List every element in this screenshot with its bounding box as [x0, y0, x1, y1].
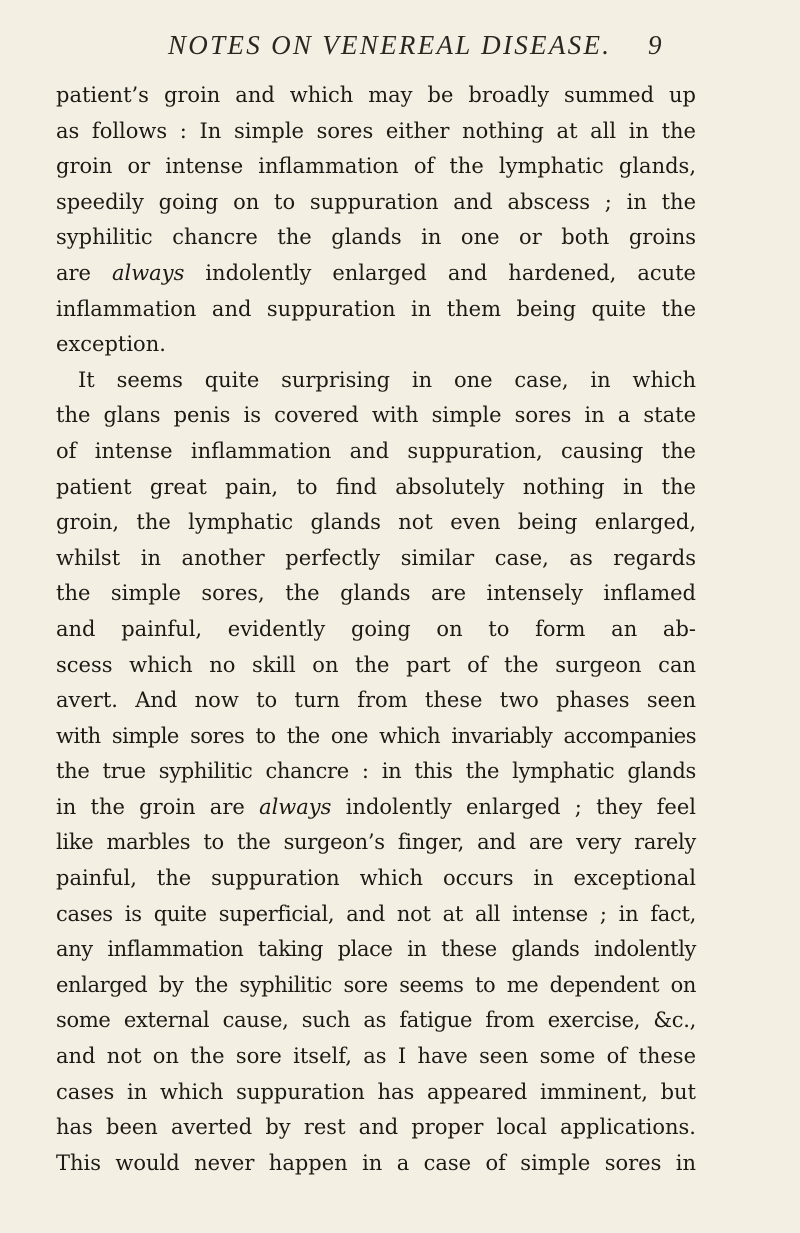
text-line: This would never happen in a case of simple sores in: [56, 1150, 696, 1175]
text-line: exception.: [56, 332, 166, 357]
text-line: patient’s groin and which may be broadly summed up: [56, 83, 696, 107]
emphasis-always: always: [111, 260, 185, 285]
text-line: scess which no skill on the part of the surgeon can: [56, 652, 696, 677]
text-line: the true syphilitic chancre : in this the lymphatic glands: [56, 759, 696, 784]
text-line: enlarged by the syphilitic sore seems to me dependent on: [56, 972, 696, 997]
text-line: painful, the suppuration which occurs in exceptional: [56, 866, 696, 891]
text-line: [56, 256, 696, 292]
text-line: like marbles to the surgeon’s finger, and are very rarely: [56, 830, 696, 855]
text-line: any inflammation taking place in these glands indolently: [56, 937, 696, 962]
text-line: the glans penis is covered with simple sores in a state: [56, 403, 696, 428]
text-line: some external cause, such as fatigue from exercise, &c.,: [56, 1008, 696, 1033]
text-line: cases in which suppuration has appeared imminent, but: [56, 1079, 696, 1104]
running-head: [0, 30, 800, 70]
text-run: in the groin are: [56, 794, 260, 819]
text-line: and painful, evidently going on to form an ab-: [56, 616, 696, 641]
text-line: the simple sores, the glands are intensely inflamed: [56, 581, 696, 606]
text-line: as follows : In simple sores either nothing at all in the: [56, 118, 696, 143]
text-line: and not on the sore itself, as I have seen some of these: [56, 1044, 696, 1069]
text-line: whilst in another perfectly similar case, as regards: [56, 545, 696, 570]
text-line: groin or intense inflammation of the lymphatic glands,: [56, 154, 696, 179]
text-line: with simple sores to the one which invariably accompanies: [56, 723, 696, 748]
text-run: are: [56, 260, 112, 285]
text-line: patient great pain, to find absolutely nothing in the: [56, 474, 696, 499]
text-line: groin, the lymphatic glands not even being enlarged,: [56, 510, 696, 535]
text-line: has been averted by rest and proper local applications.: [56, 1115, 696, 1140]
text-run: indolently enlarged ; they feel: [331, 794, 697, 819]
body-text: [56, 78, 696, 1181]
running-head-title: NOTES ON VENEREAL DISEASE.: [168, 30, 612, 60]
text-line: cases is quite superficial, and not at all intense ; in fact,: [56, 901, 696, 926]
text-line: [56, 790, 696, 826]
text-line: syphilitic chancre the glands in one or both groins: [56, 225, 696, 250]
paragraph-first-line: It seems quite surprising in one case, in which: [78, 367, 696, 392]
page-number: 9: [648, 30, 662, 60]
text-line: avert. And now to turn from these two phases seen: [56, 688, 696, 713]
text-line: speedily going on to suppuration and abscess ; in the: [56, 189, 696, 214]
text-run: indolently enlarged and hardened, acute: [184, 260, 696, 285]
text-line: of intense inflammation and suppuration, causing the: [56, 438, 696, 463]
emphasis-always: always: [259, 794, 332, 819]
text-line: inflammation and suppuration in them being quite the: [56, 296, 696, 321]
